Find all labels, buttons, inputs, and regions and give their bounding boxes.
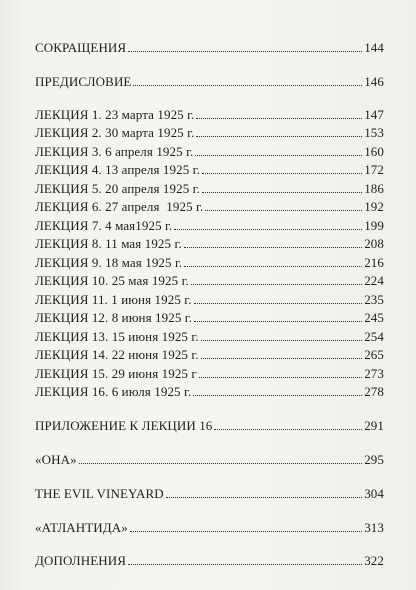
toc-entry-lecture-12 [35,306,384,324]
dot-leader [128,50,362,52]
toc-entry-title: ЛЕКЦИЯ 6. 27 апреля 1925 г. [35,199,204,214]
dot-leader [195,154,362,156]
dot-leader [166,496,362,498]
toc-entry-page: 313 [364,520,384,535]
dot-leader [184,265,362,267]
toc-entry-title: ЛЕКЦИЯ 7. 4 мая1925 г. [35,218,173,233]
toc-entry-title: ЛЕКЦИЯ 14. 22 июня 1925 г. [35,347,199,362]
toc-entry-lecture-10 [35,269,384,287]
toc-entry-lecture-7 [35,214,384,232]
toc-entry-lecture-8 [35,232,384,250]
toc-entry-title: ЛЕКЦИЯ 8. 11 мая 1925 г. [35,236,182,251]
dot-leader [193,394,362,396]
toc-entry-lecture-6 [35,195,384,213]
dot-leader [191,283,362,285]
toc-entry-title: СОКРАЩЕНИЯ [35,40,127,55]
dot-leader [205,209,362,211]
toc-entry-page: 224 [364,273,384,288]
dot-leader [79,462,363,464]
dot-leader [196,117,362,119]
dot-leader [202,191,362,193]
toc-entry-page: 291 [364,418,384,433]
toc-entry-lecture-3 [35,140,384,158]
toc-entry-lecture-16 [35,380,384,398]
dot-leader [133,84,362,86]
toc-entry-page: 208 [364,236,384,251]
dot-leader [130,530,362,532]
toc-entry-lecture-9 [35,251,384,269]
toc-entry-lecture-14 [35,343,384,361]
toc-entry-page: 273 [364,366,384,381]
toc-entry-page: 278 [364,384,384,399]
toc-entry-title: ЛЕКЦИЯ 10. 25 мая 1925 г. [35,273,189,288]
toc-entry-page: 147 [364,107,384,122]
dot-leader [199,376,362,378]
toc-entry-page: 295 [364,452,384,467]
toc-entry-title: ЛЕКЦИЯ 4. 13 апреля 1925 г. [35,162,200,177]
toc-entry-page: 304 [364,486,384,501]
dot-leader [128,563,362,565]
toc-entry-title: ЛЕКЦИЯ 11. 1 июня 1925 г. [35,292,192,307]
dot-leader [202,172,362,174]
toc-entry-lecture-13 [35,325,384,343]
toc-entry-title: ЛЕКЦИЯ 5. 20 апреля 1925 г. [35,181,200,196]
toc-entry-title: ЛЕКЦИЯ 9. 18 мая 1925 г. [35,255,183,270]
dot-leader [194,320,362,322]
toc-entry-lecture-5 [35,177,384,195]
toc-entry-title: ЛЕКЦИЯ 15. 29 июня 1925 г [35,366,197,381]
toc-entry-page: 199 [364,218,384,233]
toc-entry-page: 186 [364,181,384,196]
toc-entry-page: 146 [364,74,384,89]
toc-entry-lecture-1 [35,103,384,121]
toc-entry-she [35,448,384,466]
dot-leader [174,228,362,230]
toc-entry-page: 322 [364,553,384,568]
toc-entry-evil-vineyard [35,482,384,500]
toc-entry-page: 153 [364,125,384,140]
toc-entry-lecture-15 [35,362,384,380]
toc-entry-title: ЛЕКЦИЯ 16. 6 июля 1925 г. [35,384,192,399]
toc-entry-page: 144 [364,40,384,55]
toc-entry-title: «ОНА» [35,452,77,467]
dot-leader [201,339,362,341]
toc-entry-title: ЛЕКЦИЯ 1. 23 марта 1925 г. [35,107,195,122]
toc-entry-lecture-2 [35,121,384,139]
toc-entry-page: 245 [364,310,384,325]
toc-entry-page: 192 [364,199,384,214]
toc-entry-page: 265 [364,347,384,362]
toc-entry-title: THE EVIL VINEYARD [35,486,164,501]
toc-entry-appendix-lecture-16 [35,414,384,432]
toc-entry-page: 172 [364,162,384,177]
dot-leader [184,246,362,248]
toc-entry-page: 160 [364,144,384,159]
toc-entry-atlantida [35,516,384,534]
dot-leader [214,428,362,430]
toc-entry-title: «АТЛАНТИДА» [35,520,128,535]
toc-entry-title: ЛЕКЦИЯ 2. 30 марта 1925 г. [35,125,195,140]
toc-entry-page: 216 [364,255,384,270]
toc-entry-title: ЛЕКЦИЯ 12. 8 июня 1925 г. [35,310,193,325]
toc-entry-additions [35,549,384,567]
toc-entry-page: 254 [364,329,384,344]
toc-entry-title: ДОПОЛНЕНИЯ [35,553,126,568]
dot-leader [201,357,362,359]
toc-entry-title: ЛЕКЦИЯ 3. 6 апреля 1925 г. [35,144,194,159]
dot-leader [194,302,363,304]
toc-entry-lecture-11 [35,288,384,306]
toc-entry-title: ПРИЛОЖЕНИЕ К ЛЕКЦИИ 16 [35,418,213,433]
toc-entry-lecture-4 [35,158,384,176]
toc-entry-page: 235 [364,292,384,307]
toc-entry-title: ПРЕДИСЛОВИЕ [35,74,132,89]
toc-entry-abbreviations [35,36,384,54]
toc-entry-preface [35,70,384,88]
dot-leader [196,135,362,137]
toc-entry-title: ЛЕКЦИЯ 13. 15 июня 1925 г. [35,329,199,344]
